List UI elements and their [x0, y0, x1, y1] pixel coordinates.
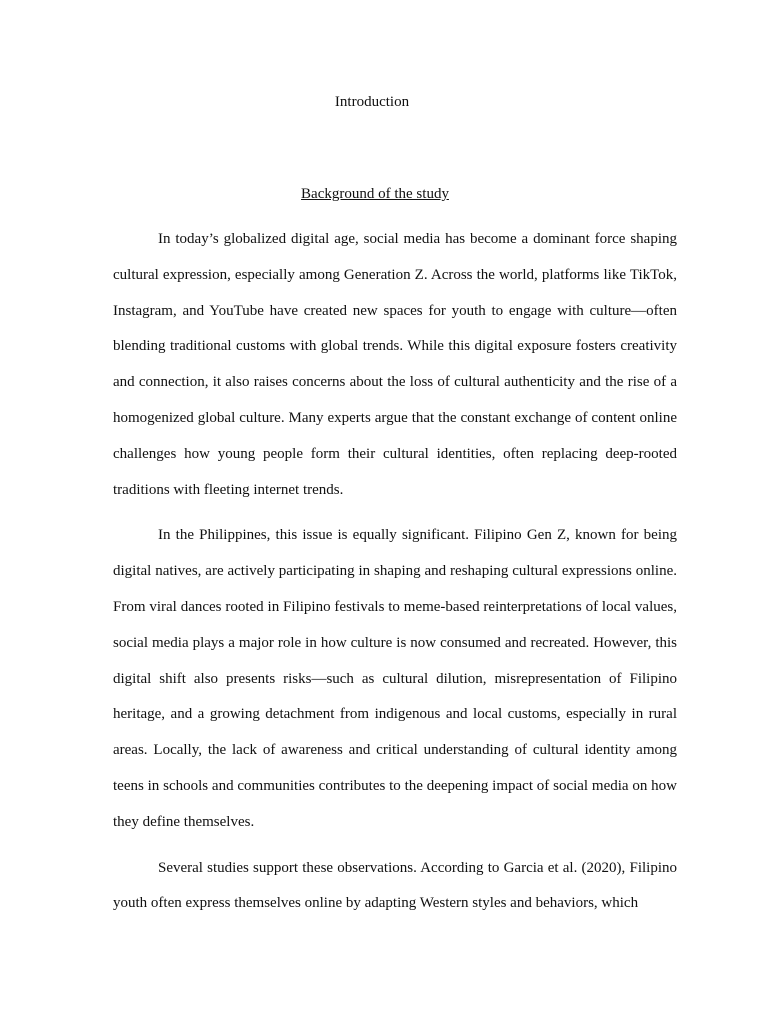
paragraph-1: In today’s globalized digital age, social media has become a dominant force shaping cultural expression, especially among Generation Z. Across the world, platforms like TikTok, Instagram, and YouTube have created new spaces for youth to engage with culture—often blending traditional customs with global trends. While this digital exposure fosters creativity and connection, it also raises concerns about the loss of cultural authenticity and the rise of a homogenized global culture. Many experts argue that the constant exchange of content online challenges how young people form their cultural identities, often replacing deep-rooted traditions with fleeting internet trends. — [113, 231, 677, 498]
paragraph-2: In the Philippines, this issue is equally significant. Filipino Gen Z, known for being digital natives, are actively participating in shaping and reshaping cultural expressions online. From viral dances rooted in Filipino festivals to meme-based reinterpretations of local values, social media plays a major role in how culture is now consumed and recreated. However, this digital shift also presents risks—such as cultural dilution, misrepresentation of Filipino heritage, and a growing detachment from indigenous and local customs, especially in rural areas. Locally, the lack of awareness and critical understanding of cultural identity among teens in schools and communities contributes to the deepening impact of social media on how they define themselves. — [113, 527, 677, 830]
paragraph-3: Several studies support these observations. According to Garcia et al. (2020), Filipino youth often express themselves online by adapting Western styles and behaviors, which — [113, 859, 677, 912]
body-text — [113, 222, 677, 932]
page-title: Introduction — [334, 94, 410, 110]
section-heading: Background of the study — [301, 186, 449, 202]
